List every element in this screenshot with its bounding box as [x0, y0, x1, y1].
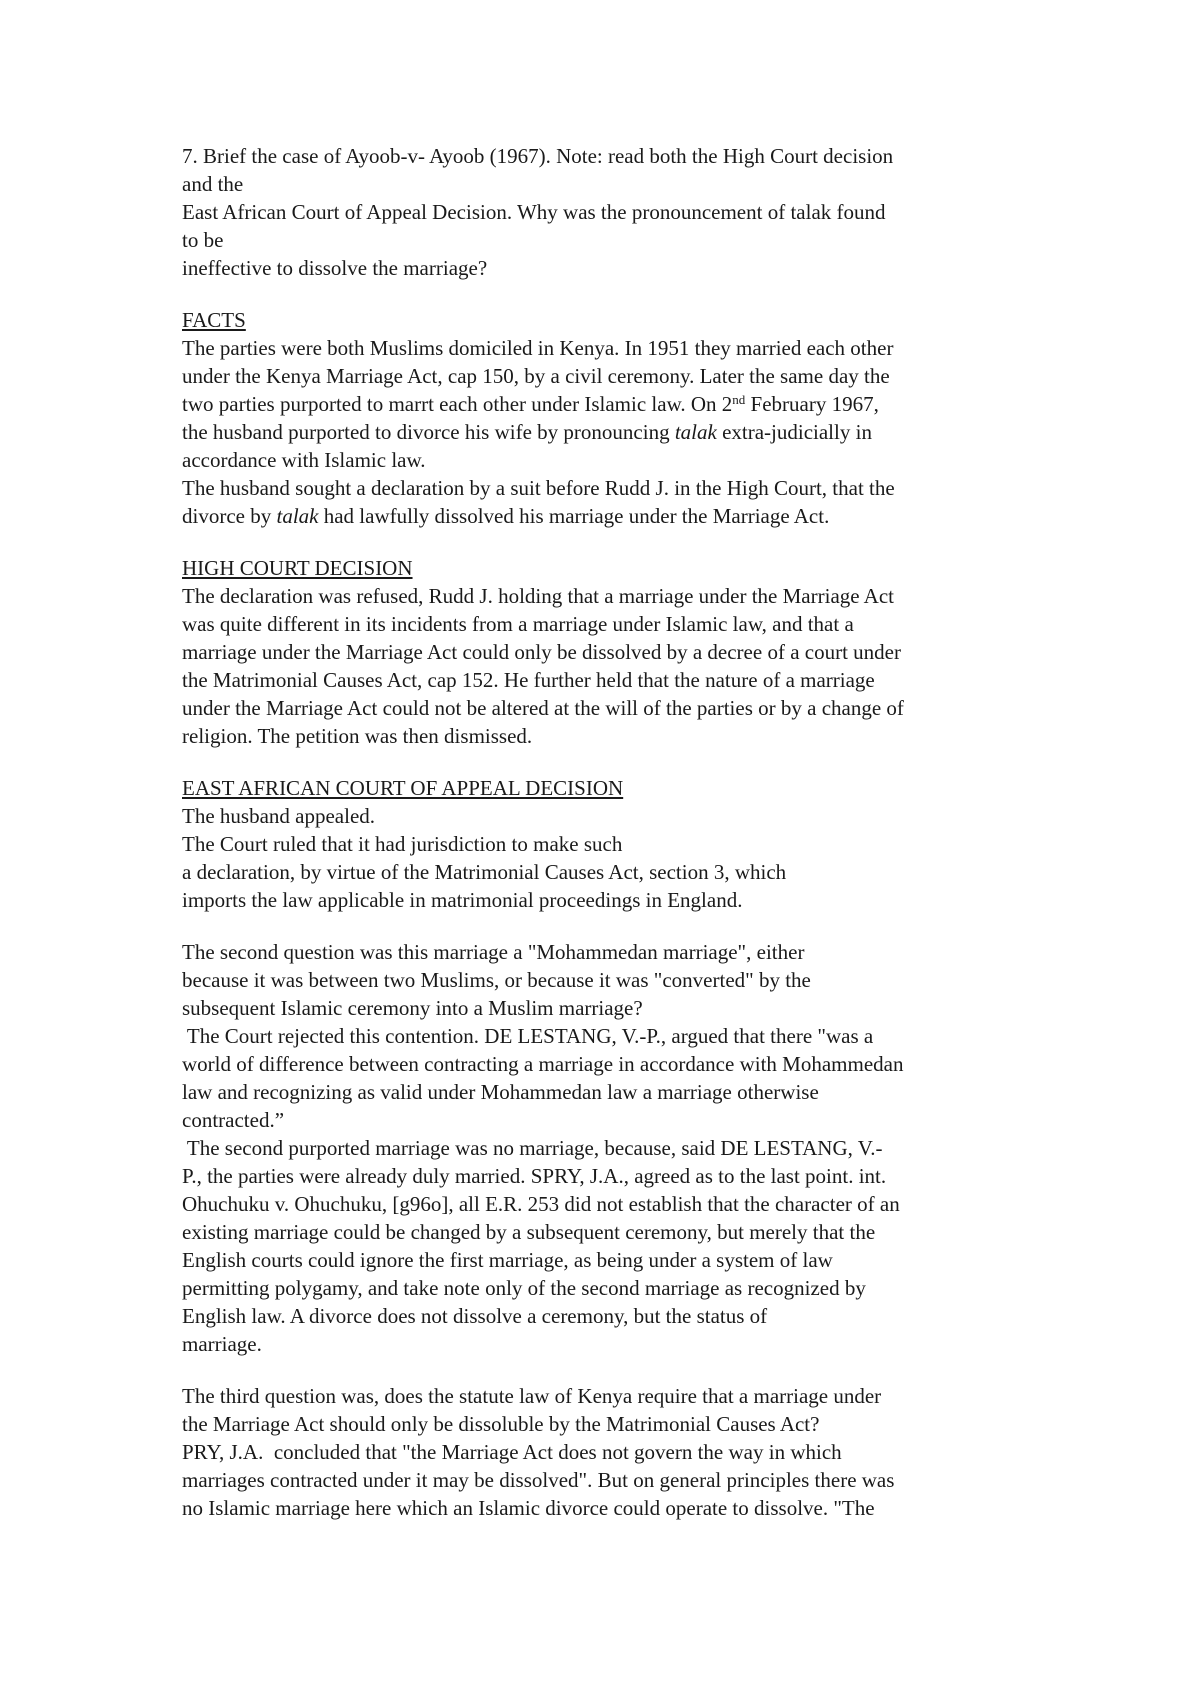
second-question-line: marriage. [182, 1332, 262, 1356]
second-question-line: world of difference between contracting a marriage in accordance with Mohammedan [182, 1052, 904, 1076]
talak-term: talak [276, 504, 319, 528]
question-block [182, 142, 1082, 282]
high-court-line: religion. The petition was then dismissed. [182, 724, 533, 748]
facts-text: divorce by [182, 504, 277, 528]
appeal-heading: EAST AFRICAN COURT OF APPEAL DECISION [182, 776, 624, 800]
spacer [182, 1358, 1082, 1382]
facts-line [182, 418, 1082, 446]
facts-line: under the Kenya Marriage Act, cap 150, by a civil ceremony. Later the same day the [182, 364, 890, 388]
third-question-line: PRY, J.A. concluded that "the Marriage Act does not govern the way in which [182, 1440, 842, 1464]
appeal-section [182, 774, 1082, 914]
third-question-line: marriages contracted under it may be dissolved". But on general principles there was [182, 1468, 895, 1492]
high-court-section [182, 554, 1082, 750]
third-question-line: no Islamic marriage here which an Islamic divorce could operate to dissolve. "The [182, 1496, 875, 1520]
facts-text: two parties purported to marrt each other under Islamic law. On 2 [182, 392, 733, 416]
second-question-line: The second purported marriage was no marriage, because, said DE LESTANG, V.- [182, 1136, 883, 1160]
facts-text: February 1967, [745, 392, 879, 416]
facts-section [182, 306, 1082, 530]
second-question-line: English law. A divorce does not dissolve a ceremony, but the status of [182, 1304, 768, 1328]
facts-line [182, 502, 1082, 530]
appeal-line: imports the law applicable in matrimonial proceedings in England. [182, 888, 743, 912]
facts-line: The parties were both Muslims domiciled in Kenya. In 1951 they married each other [182, 336, 894, 360]
facts-line [182, 390, 1082, 418]
question-line: to be [182, 228, 224, 252]
facts-text: the husband purported to divorce his wife by pronouncing [182, 420, 675, 444]
question-line: 7. Brief the case of Ayoob-v- Ayoob (1967). Note: read both the High Court decision [182, 144, 894, 168]
high-court-line: was quite different in its incidents from a marriage under Islamic law, and that a [182, 612, 854, 636]
second-question-line: contracted.” [182, 1108, 285, 1132]
spacer [182, 750, 1082, 774]
second-question-line: existing marriage could be changed by a subsequent ceremony, but merely that the [182, 1220, 876, 1244]
second-question-line: Ohuchuku v. Ohuchuku, [g96o], all E.R. 253 did not establish that the character of an [182, 1192, 900, 1216]
high-court-heading: HIGH COURT DECISION [182, 556, 413, 580]
ordinal-suffix: nd [732, 392, 746, 407]
facts-line: accordance with Islamic law. [182, 448, 426, 472]
third-question-line: The third question was, does the statute law of Kenya require that a marriage under [182, 1384, 882, 1408]
facts-heading: FACTS [182, 308, 246, 332]
second-question-line: permitting polygamy, and take note only of the second marriage as recognized by [182, 1276, 866, 1300]
third-question-line: the Marriage Act should only be dissoluble by the Matrimonial Causes Act? [182, 1412, 820, 1436]
third-question-section [182, 1382, 1082, 1522]
facts-text: extra-judicially in [716, 420, 872, 444]
second-question-line: because it was between two Muslims, or because it was "converted" by the [182, 968, 811, 992]
question-line: East African Court of Appeal Decision. Why was the pronouncement of talak found [182, 200, 886, 224]
second-question-section [182, 938, 1082, 1358]
second-question-line: subsequent Islamic ceremony into a Muslim marriage? [182, 996, 643, 1020]
appeal-line: a declaration, by virtue of the Matrimonial Causes Act, section 3, which [182, 860, 787, 884]
question-line: and the [182, 172, 244, 196]
facts-line: The husband sought a declaration by a suit before Rudd J. in the High Court, that the [182, 476, 895, 500]
appeal-line: The Court ruled that it had jurisdiction to make such [182, 832, 623, 856]
high-court-line: the Matrimonial Causes Act, cap 152. He further held that the nature of a marriage [182, 668, 875, 692]
question-line: ineffective to dissolve the marriage? [182, 256, 488, 280]
spacer [182, 282, 1082, 306]
second-question-line: The second question was this marriage a "Mohammedan marriage", either [182, 940, 805, 964]
high-court-line: marriage under the Marriage Act could only be dissolved by a decree of a court under [182, 640, 901, 664]
talak-term: talak [674, 420, 717, 444]
document-page [182, 142, 1082, 1522]
second-question-line: P., the parties were already duly married. SPRY, J.A., agreed as to the last point. int. [182, 1164, 887, 1188]
high-court-line: The declaration was refused, Rudd J. holding that a marriage under the Marriage Act [182, 584, 895, 608]
second-question-line: law and recognizing as valid under Mohammedan law a marriage otherwise [182, 1080, 819, 1104]
second-question-line: The Court rejected this contention. DE LESTANG, V.-P., argued that there "was a [182, 1024, 874, 1048]
second-question-line: English courts could ignore the first marriage, as being under a system of law [182, 1248, 833, 1272]
appeal-line: The husband appealed. [182, 804, 376, 828]
high-court-line: under the Marriage Act could not be altered at the will of the parties or by a change of [182, 696, 904, 720]
spacer [182, 530, 1082, 554]
spacer [182, 914, 1082, 938]
facts-text: had lawfully dissolved his marriage under the Marriage Act. [318, 504, 830, 528]
